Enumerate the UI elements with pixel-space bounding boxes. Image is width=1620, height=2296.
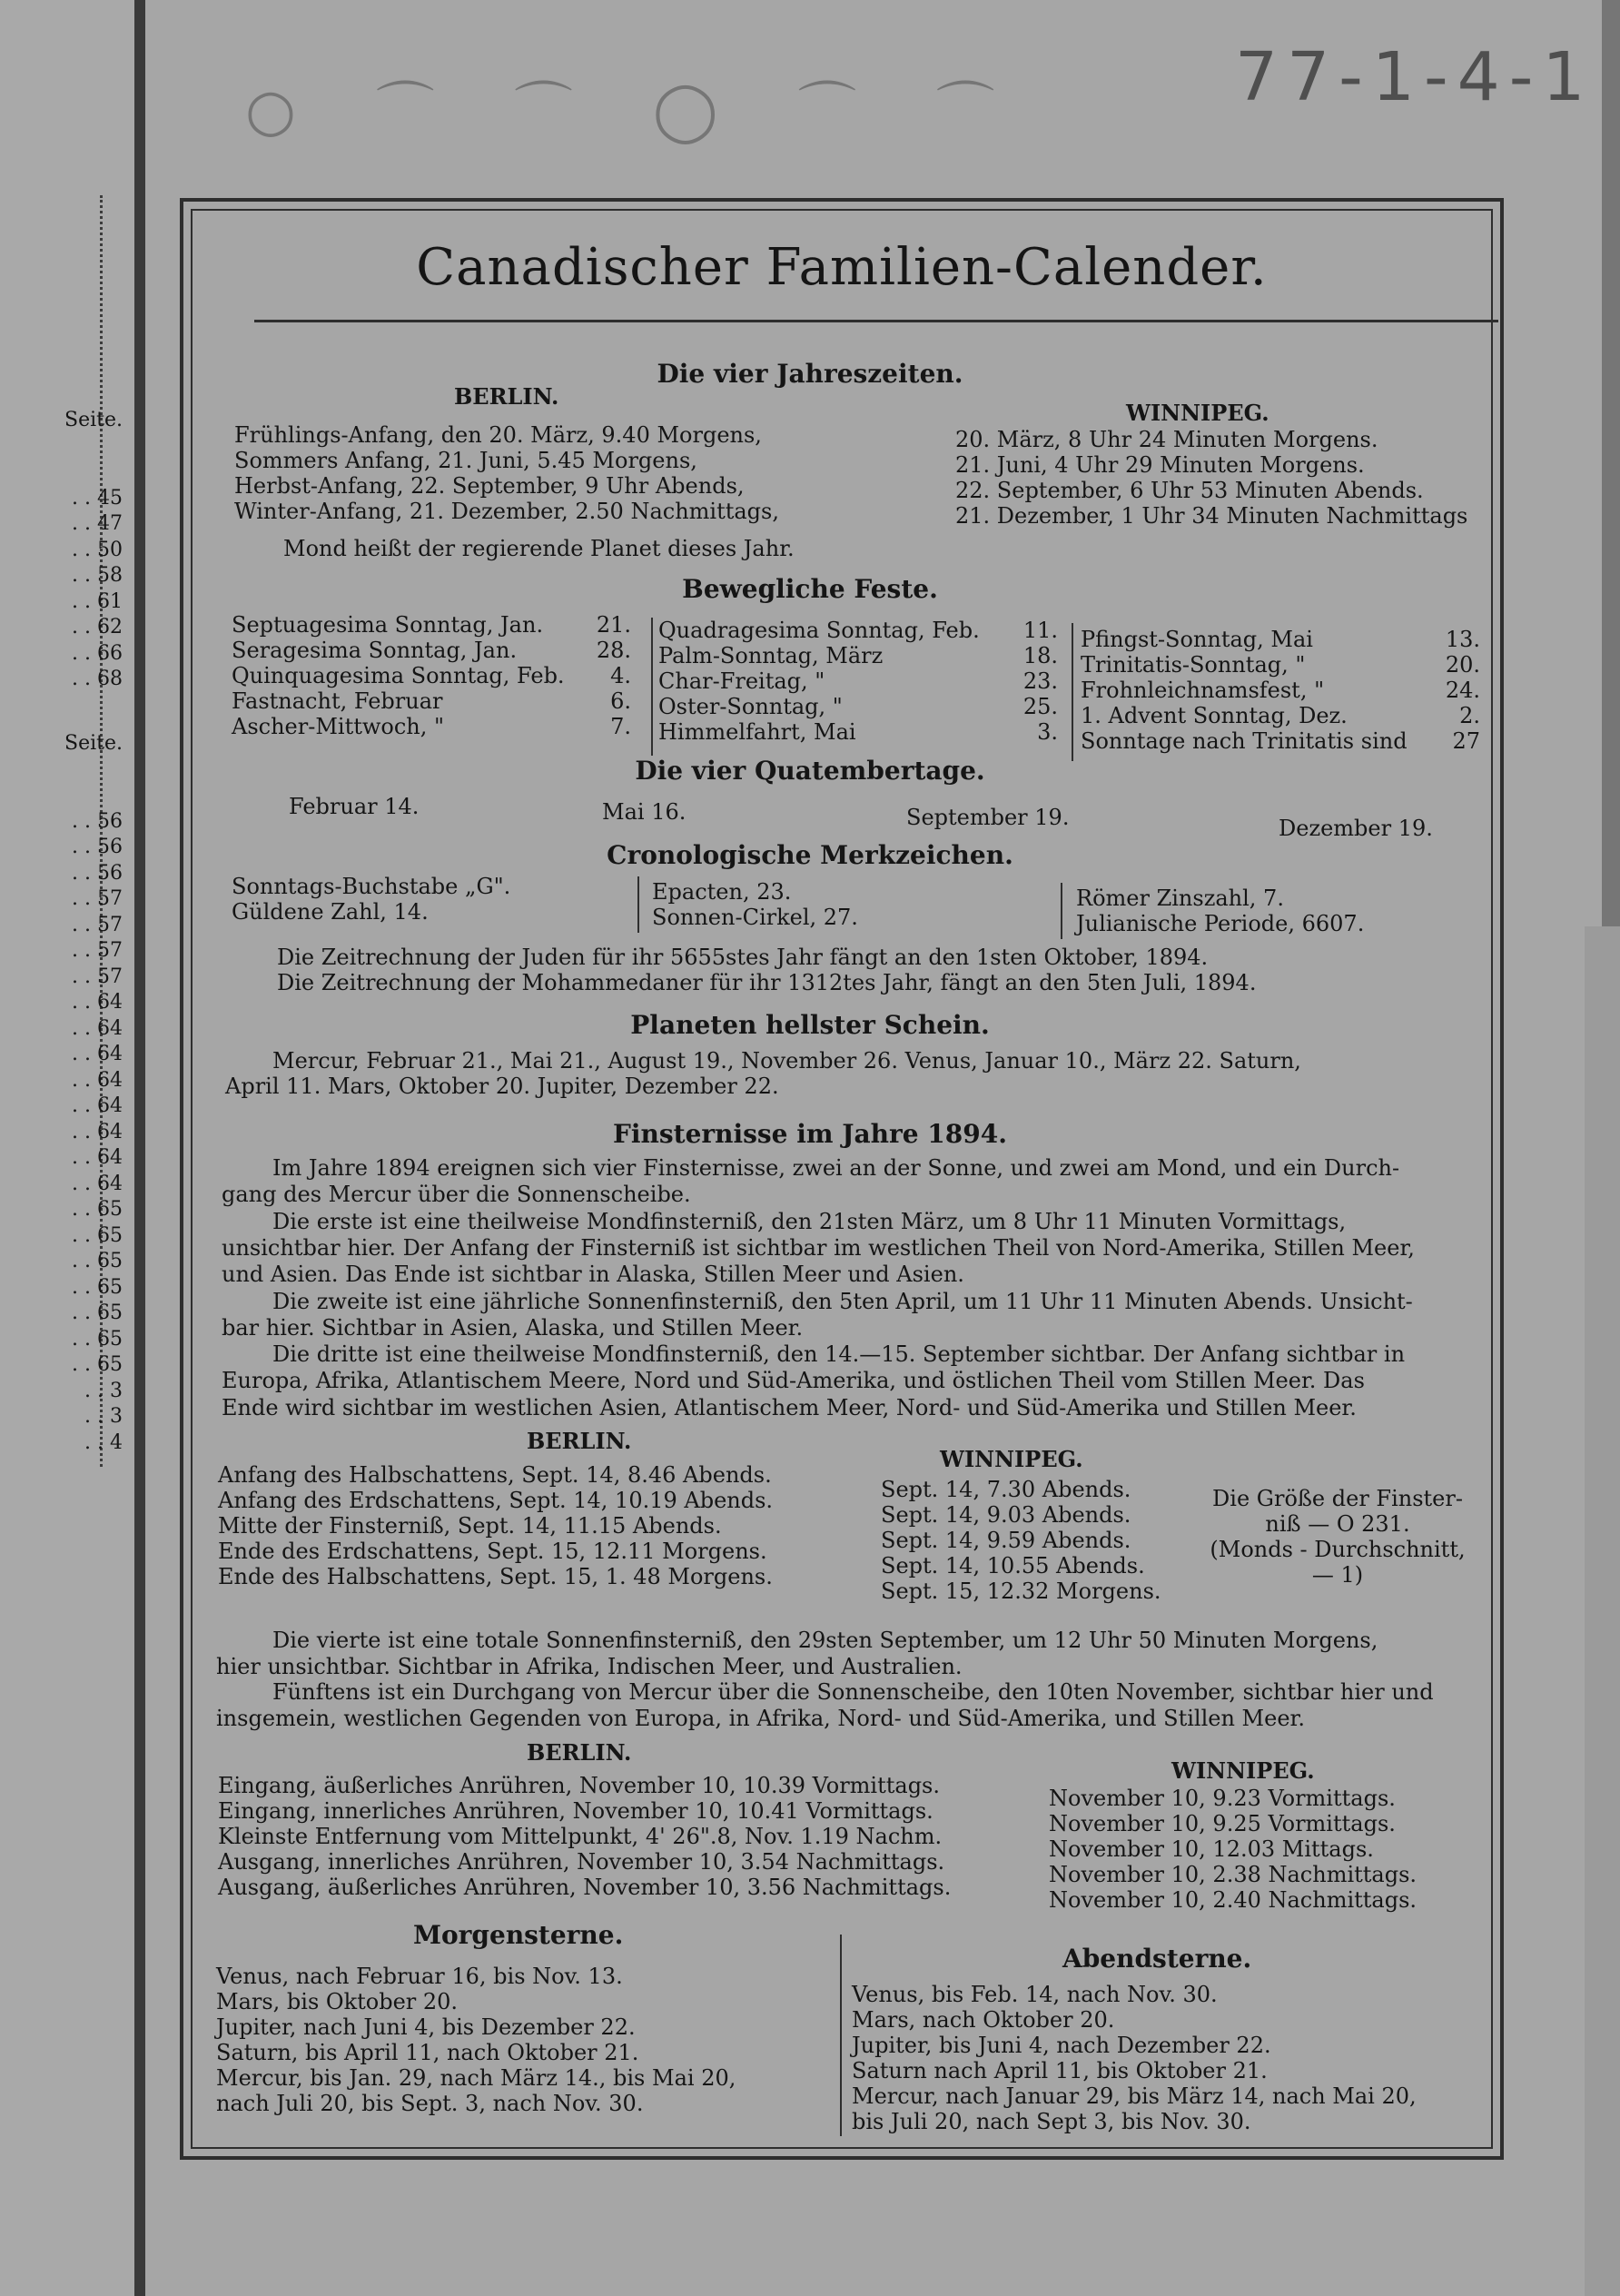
feast-row <box>232 663 631 688</box>
text-line: Saturn nach April 11, bis Oktober 21. <box>852 2058 1268 2083</box>
merkzeichen-col-3 <box>1076 886 1364 936</box>
page-title: Canadischer Familien-Calender. <box>416 238 1268 297</box>
text-line: Herbst-Anfang, 22. September, 9 Uhr Abends, <box>234 473 745 499</box>
section-heading-finsternisse: Finsternisse im Jahre 1894. <box>613 1119 1007 1149</box>
feast-day: 6. <box>610 688 631 714</box>
page-number: . . 66 <box>72 641 123 665</box>
seite-label: Seite. <box>64 409 123 431</box>
page-number: . . 65 <box>72 1250 123 1272</box>
morgensterne-list <box>216 1964 736 2116</box>
paragraph-line: Fünftens ist ein Durchgang von Mercur über die Sonnenscheibe, den 10ten November, sichtbar hier und <box>272 1679 1434 1705</box>
page-number: . . 64 <box>72 1043 123 1065</box>
winnipeg-label: WINNIPEG. <box>940 1446 1083 1472</box>
feast-row <box>232 688 631 714</box>
text-line: November 10, 9.23 Vormittags. <box>1049 1786 1396 1811</box>
text-line: November 10, 2.40 Nachmittags. <box>1049 1887 1418 1913</box>
text-line: Mars, nach Oktober 20. <box>852 2007 1115 2033</box>
text-line: Mercur, bis Jan. 29, nach März 14., bis Mai 20, <box>216 2065 736 2091</box>
feast-name: Oster-Sonntag, " <box>658 694 843 719</box>
feast-name: Quadragesima Sonntag, Feb. <box>658 618 980 643</box>
text-line: Ende des Halbschattens, Sept. 15, 1. 48 Morgens. <box>218 1564 773 1589</box>
feast-day: 4. <box>610 663 631 688</box>
page-number: . . 65 <box>72 1327 123 1351</box>
page-number: . . 64 <box>72 991 123 1014</box>
text-line: Mitte der Finsterniß, Sept. 14, 11.15 Abends. <box>218 1513 722 1539</box>
feast-name: Trinitatis-Sonntag, " <box>1081 652 1306 678</box>
feste-col-2 <box>658 618 1058 745</box>
section-heading-planeten: Planeten hellster Schein. <box>630 1010 990 1040</box>
feast-row <box>232 638 631 663</box>
feast-row <box>658 719 1058 745</box>
page-number: . . 64 <box>72 1146 123 1169</box>
column-divider <box>1061 883 1062 939</box>
page-number: . . 64 <box>72 1094 123 1117</box>
feast-day: 21. <box>596 612 631 638</box>
paragraph-line: gang des Mercur über die Sonnenscheibe. <box>222 1182 691 1208</box>
page-number: . . 57 <box>72 965 123 988</box>
merkzeichen-col-1 <box>232 874 510 925</box>
planeten-line: Mercur, Februar 21., Mai 21., August 19., November 26. Venus, Januar 10., März 22. Saturn, <box>272 1048 1301 1074</box>
text-line: Eingang, innerliches Anrühren, November 10, 10.41 Vormittags. <box>218 1798 933 1824</box>
berlin-label: BERLIN. <box>454 383 559 410</box>
feast-day: 11. <box>1022 618 1058 643</box>
berlin-label: BERLIN. <box>527 1739 632 1766</box>
page-number: . . 64 <box>72 1016 123 1040</box>
text-line: Sommers Anfang, 21. Juni, 5.45 Morgens, <box>234 448 697 473</box>
winnipeg-seasons <box>955 427 1467 529</box>
text-line: Die Größe der Finster- <box>1212 1486 1463 1511</box>
paragraph-line: Die zweite ist eine jährliche Sonnenfinsterniß, den 5ten April, um 11 Uhr 11 Minuten Abends. Unsicht- <box>272 1288 1413 1314</box>
quatember-day: Mai 16. <box>602 799 687 825</box>
text-line: Epacten, 23. <box>652 879 792 905</box>
page-number: . . 58 <box>72 564 123 587</box>
page-number: . . 45 <box>72 486 123 510</box>
eclipse-magnitude <box>1197 1486 1478 1588</box>
planeten-line: April 11. Mars, Oktober 20. Jupiter, Dezember 22. <box>225 1074 779 1099</box>
text-line: November 10, 9.25 Vormittags. <box>1049 1811 1396 1836</box>
feast-day: 25. <box>1022 694 1058 719</box>
feste-col-1 <box>232 612 631 739</box>
feast-row <box>1081 652 1480 678</box>
page-number: . . 47 <box>72 512 123 535</box>
page-number: . . 64 <box>72 1172 123 1195</box>
merkzeichen-col-2 <box>652 879 858 930</box>
text-line: bis Juli 20, nach Sept 3, bis Nov. 30. <box>852 2109 1251 2134</box>
section-heading-merkzeichen: Cronologische Merkzeichen. <box>607 840 1013 870</box>
text-line: 21. Juni, 4 Uhr 29 Minuten Morgens. <box>955 452 1365 478</box>
feast-row <box>658 668 1058 694</box>
text-line: Mars, bis Oktober 20. <box>216 1989 459 2014</box>
text-line: Sept. 15, 12.32 Morgens. <box>881 1578 1161 1604</box>
feast-row <box>658 643 1058 668</box>
feast-day: 28. <box>596 638 631 663</box>
text-line: 22. September, 6 Uhr 53 Minuten Abends. <box>955 478 1424 503</box>
text-line: November 10, 12.03 Mittags. <box>1049 1836 1374 1862</box>
abendsterne-list <box>852 1982 1417 2134</box>
page-number: . . 65 <box>72 1301 123 1324</box>
text-line: Sept. 14, 9.03 Abends. <box>881 1502 1131 1528</box>
text-line: Sept. 14, 10.55 Abends. <box>881 1553 1145 1578</box>
feast-row <box>232 714 631 739</box>
column-divider <box>637 876 639 933</box>
feast-name: 1. Advent Sonntag, Dez. <box>1081 703 1348 728</box>
paragraph-line: Die erste ist eine theilweise Mondfinsterniß, den 21sten März, um 8 Uhr 11 Minuten Vormittags, <box>272 1208 1347 1234</box>
feast-day: 23. <box>1022 668 1058 694</box>
berlin-seasons <box>234 422 779 524</box>
text-line: Ende des Erdschattens, Sept. 15, 12.11 Morgens. <box>218 1539 767 1564</box>
planet-line: Mond heißt der regierende Planet dieses Jahr. <box>283 536 795 561</box>
page-number-column <box>0 679 123 1508</box>
page-number: . . 56 <box>72 861 123 885</box>
text-line: Jupiter, bis Juni 4, nach Dezember 22. <box>852 2033 1271 2058</box>
text-line: Sonnen-Cirkel, 27. <box>652 905 858 930</box>
feast-name: Char-Freitag, " <box>658 668 825 694</box>
paragraph-line: insgemein, westlichen Gegenden von Europa, in Afrika, Nord- und Süd-Amerika, und Stillen Meer. <box>216 1705 1306 1731</box>
page-number: . . 50 <box>72 538 123 561</box>
feast-row <box>1081 703 1480 728</box>
page-number: . . 56 <box>72 809 123 833</box>
nov-berlin-times <box>218 1773 951 1900</box>
feast-day: 27 <box>1452 728 1480 754</box>
page-number: . . 65 <box>72 1275 123 1299</box>
text-line: Venus, nach Februar 16, bis Nov. 13. <box>216 1964 623 1989</box>
feast-row <box>1081 627 1480 652</box>
page-number: . . 4 <box>84 1430 123 1454</box>
title-rule <box>254 320 1498 322</box>
text-line: Römer Zinszahl, 7. <box>1076 886 1284 911</box>
feast-row <box>1081 678 1480 703</box>
feast-name: Fastnacht, Februar <box>232 688 443 714</box>
text-line: — 1) <box>1311 1562 1364 1588</box>
feast-name: Septuagesima Sonntag, Jan. <box>232 612 544 638</box>
feast-name: Pfingst-Sonntag, Mai <box>1081 627 1313 652</box>
sept-winnipeg-times <box>881 1477 1161 1604</box>
feast-day: 13. <box>1445 627 1480 652</box>
section-heading-quatember: Die vier Quatembertage. <box>635 756 985 786</box>
page-number: . . 65 <box>72 1353 123 1376</box>
pencil-annotation: 77-1-4-1 <box>1235 38 1595 116</box>
text-line: Anfang des Erdschattens, Sept. 14, 10.19 Abends. <box>218 1488 774 1513</box>
paragraph-line: hier unsichtbar. Sichtbar in Afrika, Indischen Meer, und Australien. <box>216 1653 963 1679</box>
feast-row <box>1081 728 1480 754</box>
text-line: Sept. 14, 9.59 Abends. <box>881 1528 1131 1553</box>
feast-row <box>658 694 1058 719</box>
paragraph-line: Die vierte ist eine totale Sonnenfinsterniß, den 29sten September, um 12 Uhr 50 Minuten Morgens, <box>272 1628 1378 1653</box>
paragraph-line: Im Jahre 1894 ereignen sich vier Finsternisse, zwei an der Sonne, und zwei am Mond, und ein Durch- <box>272 1155 1400 1181</box>
merkzeichen-line: Die Zeitrechnung der Mohammedaner für ihr 1312tes Jahr, fängt an den 5ten Juli, 1894. <box>277 970 1257 995</box>
text-line: 21. Dezember, 1 Uhr 34 Minuten Nachmittags <box>955 503 1468 529</box>
text-line: Venus, bis Feb. 14, nach Nov. 30. <box>852 1982 1218 2007</box>
sept-berlin-times <box>218 1462 773 1589</box>
page-number: . . 57 <box>72 913 123 936</box>
column-divider <box>651 618 653 756</box>
feast-name: Palm-Sonntag, März <box>658 643 884 668</box>
text-line: Saturn, bis April 11, nach Oktober 21. <box>216 2040 639 2065</box>
page-number: . . 65 <box>72 1223 123 1247</box>
feast-day: 18. <box>1022 643 1058 668</box>
page-number: . . 3 <box>84 1405 123 1428</box>
paragraph-line: Die dritte ist eine theilweise Mondfinsterniß, den 14.—15. September sichtbar. Der Anfang sichtbar in <box>272 1341 1406 1368</box>
feast-row <box>658 618 1058 643</box>
feste-col-3 <box>1081 627 1480 754</box>
column-divider <box>1072 623 1073 761</box>
feast-name: Seragesima Sonntag, Jan. <box>232 638 518 663</box>
page-number: . . 57 <box>72 887 123 910</box>
feast-name: Frohnleichnamsfest, " <box>1081 678 1325 703</box>
quatember-day: September 19. <box>906 805 1070 830</box>
paragraph-line: Ende wird sichtbar im westlichen Asien, Atlantischem Meer, Nord- und Süd-Amerika und Stillen Meer. <box>222 1394 1357 1420</box>
quatember-day: Februar 14. <box>289 794 420 819</box>
page-number: . . 62 <box>72 616 123 638</box>
paragraph-line: Europa, Afrika, Atlantischem Meere, Nord und Süd-Amerika, und östlichen Theil vom Stillen Meer. Das <box>222 1368 1365 1394</box>
text-line: (Monds - Durchschnitt, <box>1210 1537 1466 1562</box>
paragraph-line: und Asien. Das Ende ist sichtbar in Alaska, Stillen Meer und Asien. <box>222 1262 964 1288</box>
text-line: Frühlings-Anfang, den 20. März, 9.40 Morgens, <box>234 422 762 448</box>
section-heading-morgensterne: Morgensterne. <box>413 1920 624 1950</box>
text-line: Anfang des Halbschattens, Sept. 14, 8.46 Abends. <box>218 1462 772 1488</box>
page-number: . . 65 <box>72 1198 123 1221</box>
page-number: . . 57 <box>72 939 123 962</box>
text-line: niß — O 231. <box>1265 1511 1410 1537</box>
text-line: Ausgang, äußerliches Anrühren, November 10, 3.56 Nachmittags. <box>218 1875 952 1900</box>
text-line: Winter-Anfang, 21. Dezember, 2.50 Nachmittags, <box>234 499 779 524</box>
text-line: Julianische Periode, 6607. <box>1076 911 1365 936</box>
text-line: Eingang, äußerliches Anrühren, November 10, 10.39 Vormittags. <box>218 1773 940 1798</box>
text-line: Ausgang, innerliches Anrühren, November 10, 3.54 Nachmittags. <box>218 1849 945 1875</box>
paragraph-line: unsichtbar hier. Der Anfang der Finsterniß ist sichtbar im westlichen Theil von Nord-Amerika, Stillen Meer, <box>222 1234 1415 1261</box>
feast-name: Ascher-Mittwoch, " <box>232 714 445 739</box>
page-number: . . 64 <box>72 1120 123 1143</box>
feast-day: 2. <box>1459 703 1480 728</box>
text-line: November 10, 2.38 Nachmittags. <box>1049 1862 1418 1887</box>
winnipeg-label: WINNIPEG. <box>1126 400 1269 426</box>
page-number: . . 64 <box>72 1068 123 1092</box>
feast-row <box>232 612 631 638</box>
text-line: Güldene Zahl, 14. <box>232 899 429 925</box>
section-heading-feste: Bewegliche Feste. <box>682 574 938 604</box>
page-number: . . 56 <box>72 836 123 858</box>
text-line: Sonntags-Buchstabe „G". <box>232 874 511 899</box>
column-divider <box>840 1935 842 2136</box>
text-line: nach Juli 20, bis Sept. 3, nach Nov. 30. <box>216 2091 644 2116</box>
feast-name: Himmelfahrt, Mai <box>658 719 856 745</box>
section-heading-abendsterne: Abendsterne. <box>1062 1944 1252 1974</box>
paragraph-line: bar hier. Sichtbar in Asien, Alaska, und Stillen Meer. <box>222 1314 804 1341</box>
berlin-label: BERLIN. <box>527 1428 632 1454</box>
feast-name: Quinquagesima Sonntag, Feb. <box>232 663 565 688</box>
seite-label: Seite. <box>64 732 123 755</box>
feast-day: 24. <box>1445 678 1480 703</box>
feast-day: 20. <box>1445 652 1480 678</box>
winnipeg-label: WINNIPEG. <box>1171 1757 1315 1784</box>
feast-day: 3. <box>1037 719 1058 745</box>
page-number: . . 3 <box>84 1379 123 1402</box>
quatember-day: Dezember 19. <box>1279 816 1433 841</box>
text-line: Mercur, nach Januar 29, bis März 14, nach Mai 20, <box>852 2083 1417 2109</box>
merkzeichen-line: Die Zeitrechnung der Juden für ihr 5655stes Jahr fängt an den 1sten Oktober, 1894. <box>277 945 1209 970</box>
text-line: 20. März, 8 Uhr 24 Minuten Morgens. <box>955 427 1378 452</box>
section-heading-jahreszeiten: Die vier Jahreszeiten. <box>657 359 963 389</box>
feast-day: 7. <box>610 714 631 739</box>
page-number: . . 68 <box>72 668 123 690</box>
nov-winnipeg-times <box>1049 1786 1417 1913</box>
text-line: Kleinste Entfernung vom Mittelpunkt, 4' 26".8, Nov. 1.19 Nachm. <box>218 1824 943 1849</box>
feast-name: Sonntage nach Trinitatis sind <box>1081 728 1408 754</box>
pencil-scribble: ○ ⌒ ⌒ ◯ ⌒ ⌒ <box>245 77 1026 144</box>
text-line: Jupiter, nach Juni 4, bis Dezember 22. <box>216 2014 636 2040</box>
text-line: Sept. 14, 7.30 Abends. <box>881 1477 1131 1502</box>
page-number: . . 61 <box>72 589 123 613</box>
